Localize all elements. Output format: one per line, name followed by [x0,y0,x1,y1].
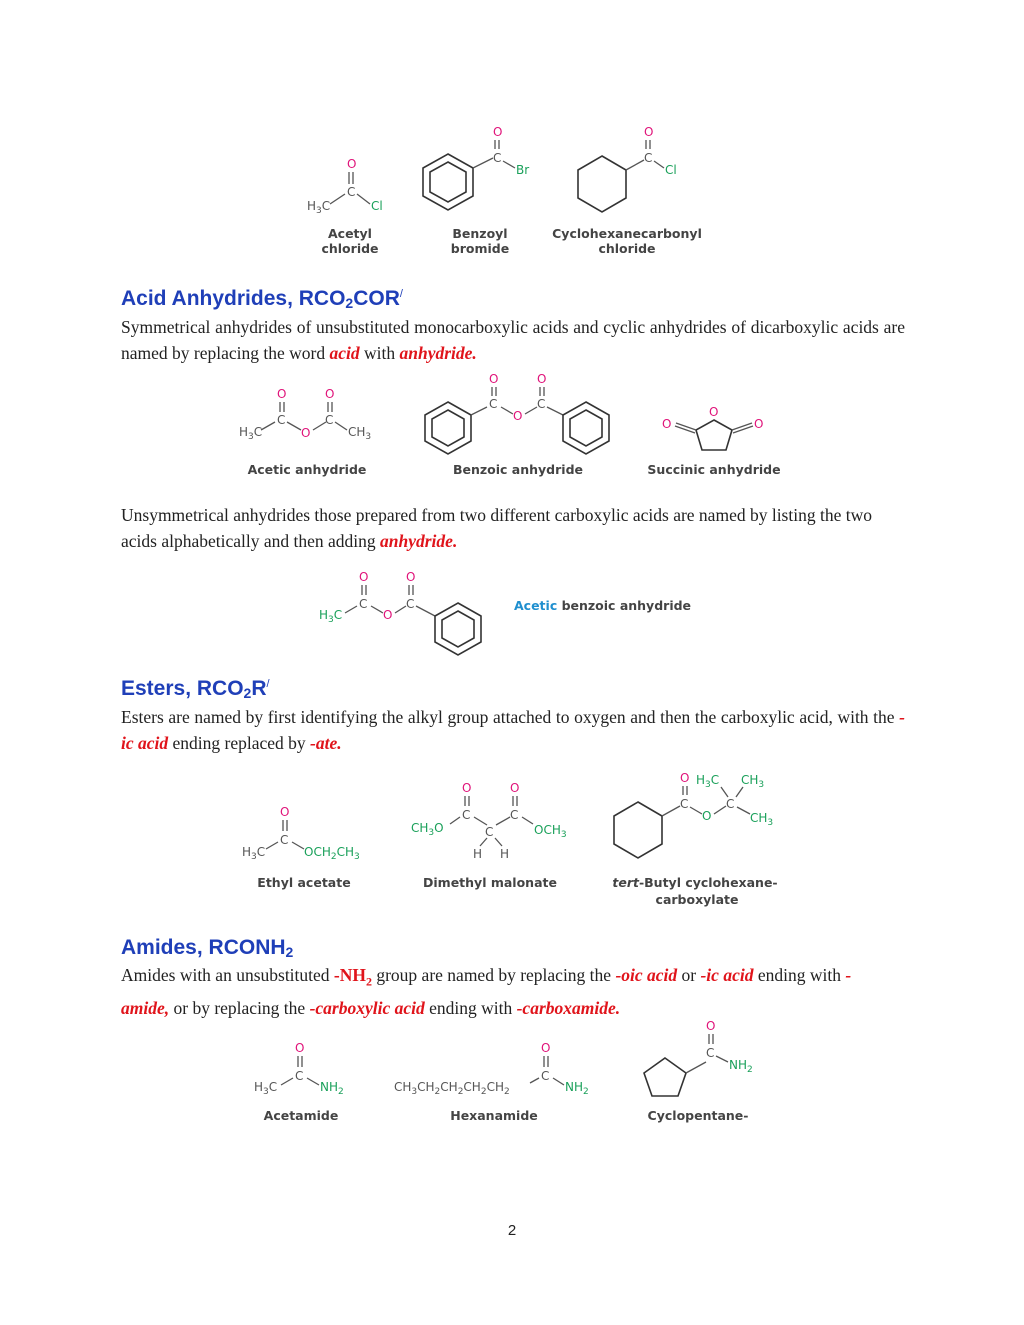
emphasis-anhydride: anhydride. [380,531,458,551]
emphasis-nh2: $-NH_2$ [333,965,372,989]
acetyl-chloride-structure [307,157,383,256]
svg-text:C: C [489,397,498,411]
svg-text:O: O [510,781,520,795]
structure-name: Cyclohexanecarbonyl [552,226,702,241]
svg-text:H3C: $H_3C$ [307,199,331,216]
svg-text:Cl: Cl [665,163,677,177]
emphasis-acid: acid [329,343,360,363]
svg-text:O: O [680,771,690,785]
atom-br: Br [516,163,530,177]
svg-text:O: O [644,125,654,139]
amides-figure [250,1018,790,1128]
svg-text:O: O [709,405,719,419]
svg-text:O: O [537,372,547,386]
svg-text:C: C [644,151,653,165]
svg-text:C: C [541,1069,550,1083]
svg-text:C: C [359,597,368,611]
structure-name: tert-Butyl cyclohexane- [612,875,778,890]
ethyl-acetate-structure [242,805,360,890]
amides-paragraph: Amides with an unsubstituted $-NH_2$ group are named by replacing the -oic acid or -ic acid ending with -amide, or by replacing the -carboxylic acid ending with -carboxamide. [121,965,852,1018]
dimethyl-malonate-structure [411,781,567,890]
svg-text:CH3: $CH_3$ [741,773,765,790]
svg-text:C: C [537,397,546,411]
esters-figure [238,768,798,913]
svg-text:C: C [277,413,286,427]
svg-text:C: C [485,825,494,839]
svg-text:O: O [462,781,472,795]
benzoyl-bromide-structure [423,125,529,256]
hexanamide-structure [394,1041,589,1123]
svg-text:O: O [493,125,503,139]
svg-text:O: O [301,426,311,440]
structure-name-line2: chloride [598,241,656,256]
page-number: 2 [507,1222,517,1239]
svg-text:O: O [513,409,523,423]
svg-text:H3C: $H_3C$ [254,1080,278,1097]
structure-name: Hexanamide [450,1108,538,1123]
structure-name: Benzoic anhydride [452,462,584,477]
cyclopentanecarboxamide-structure [644,1019,753,1123]
svg-text:O: O [754,417,764,431]
svg-text:O: O [325,387,335,401]
anhydrides-paragraph-2: Unsymmetrical anhydrides those prepared from two different carboxylic acids are named by listing the two acids alphabetically and then adding anhydride. [121,505,872,551]
svg-text:C: C [493,151,502,165]
atom-o: O [347,157,357,171]
svg-text:OCH2CH3: $OCH_2CH_3$ [304,845,360,862]
svg-text:C: C [726,797,735,811]
svg-text:C: C [295,1069,304,1083]
mixed-anhydride-figure [315,568,695,658]
section-heading-esters: Esters, $RCO_2R^/$ [121,677,270,701]
svg-text:O: O [280,805,290,819]
svg-text:H: H [473,847,483,861]
hexanamide-chain: $CH_3CH_2CH_2CH_2CH_2$ [394,1080,510,1097]
svg-text:O: O [295,1041,305,1055]
svg-text:OCH3: $OCH_3$ [534,823,567,840]
structure-name-line2: chloride [321,241,379,256]
svg-text:C: C [510,808,519,822]
anhydrides-paragraph-1: Symmetrical anhydrides of unsubstituted monocarboxylic acids and cyclic anhydrides of dicarboxylic acids are named by replacing the word acid with anhydride. [121,317,905,363]
svg-text:O: O [541,1041,551,1055]
svg-text:H3C: $H_3C$ [239,425,263,442]
svg-text:NH2: $NH_2$ [565,1080,589,1097]
svg-text:C: C [280,833,289,847]
svg-text:H3C: $H_3C$ [319,608,343,625]
benzoic-anhydride-structure [425,372,609,477]
svg-text:H3C: $H_3C$ [696,773,720,790]
acetamide-structure [254,1041,344,1123]
svg-text:C: C [462,808,471,822]
emphasis-anhydride: anhydride. [399,343,477,363]
cyclohexanecarbonyl-chloride-structure [552,125,702,256]
structure-name: Dimethyl malonate [423,875,557,890]
svg-text:NH2: $NH_2$ [729,1058,753,1075]
svg-text:CH3: $CH_3$ [750,811,774,828]
anhydrides-figure [235,370,795,485]
svg-text:CH3: $CH_3$ [348,425,372,442]
svg-text:O: O [277,387,287,401]
emphasis-ic-acid: -ic acid [121,707,905,753]
succinic-anhydride-structure [647,405,780,477]
svg-text:O: O [359,570,369,584]
structure-name: Benzoyl [452,226,508,241]
acid-chlorides-figure [300,120,720,265]
structure-name-line2: bromide [450,241,510,256]
structure-name: Succinic anhydride [647,462,781,477]
structure-name: Ethyl acetate [257,875,351,890]
acetic-anhydride-structure [239,387,371,477]
svg-text:NH2: $NH_2$ [320,1080,344,1097]
structure-name: Acetyl [328,226,372,241]
svg-text:O: O [383,608,393,622]
tert-butyl-cyclohexanecarboxylate-structure [612,771,777,907]
svg-text:C: C [680,797,689,811]
svg-text:C: C [406,597,415,611]
emphasis-ate: -ate. [310,733,342,753]
structure-name: Acetic anhydride [247,462,367,477]
svg-text:O: O [406,570,416,584]
svg-text:O: O [702,809,712,823]
svg-text:O: O [489,372,499,386]
section-heading-anhydrides: Acid Anhydrides, $RCO_2COR^/$ [121,287,403,311]
section-heading-amides: Amides, $RCONH_2$ [121,936,294,960]
svg-text:H3C: $H_3C$ [242,845,266,862]
structure-name-line2: carboxylate [655,892,739,907]
svg-text:H: H [500,847,510,861]
svg-text:O: O [662,417,672,431]
atom-cl: Cl [371,199,383,213]
esters-paragraph: Esters are named by first identifying the alkyl group attached to oxygen and then the carboxylic acid, with the -ic acid ending replaced by -ate. [121,707,905,753]
structure-name: Acetamide [263,1108,339,1123]
svg-text:C: C [325,413,334,427]
svg-text:C: C [706,1046,715,1060]
svg-text:O: O [706,1019,716,1033]
structure-name: Cyclopentane- [647,1108,749,1123]
atom-c: C [347,185,356,199]
svg-text:CH3O: $CH_3O$ [411,821,444,838]
mixed-anhydride-label: Acetic benzoic anhydride [514,598,692,613]
